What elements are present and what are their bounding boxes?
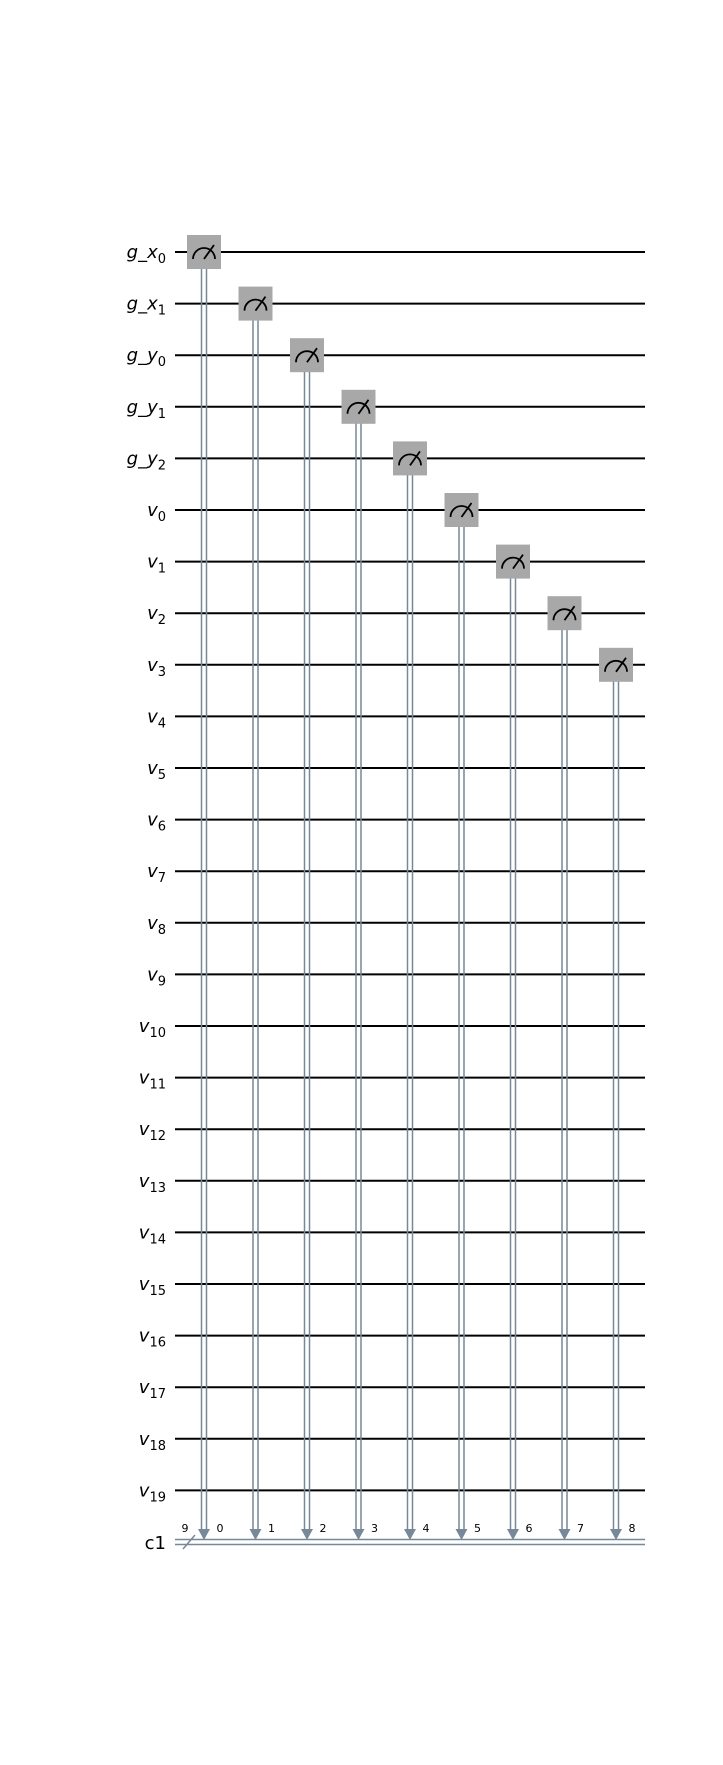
qubit-label [139, 1480, 166, 1505]
qubit-label-base: v [138, 1274, 150, 1295]
qubit-label-base: g_y [126, 345, 158, 367]
measure-gate [187, 235, 221, 269]
qubit-label-sub: 2 [157, 458, 166, 474]
measure-gate [239, 287, 273, 321]
measure-gate [445, 493, 479, 527]
qubit-label-base: v [147, 654, 158, 676]
qubit-label-sub: 5 [157, 768, 166, 783]
qubit-label [139, 1016, 166, 1041]
cbit-index-label: 5 [474, 1522, 481, 1535]
qubit-label-base: v [138, 1016, 150, 1037]
qubit-label-sub: 14 [149, 1232, 166, 1248]
qubit-label [127, 397, 166, 422]
qubit-label-base: g_x [126, 242, 158, 263]
qubit-label-sub: 12 [149, 1129, 166, 1145]
qubit-label [147, 603, 166, 628]
qubit-label-sub: 4 [157, 716, 166, 732]
cbit-index-label: 1 [268, 1522, 275, 1535]
qubit-label-base: g_y [126, 396, 158, 418]
cbit-index-label: 3 [371, 1522, 378, 1535]
qubit-label-base: v [147, 603, 158, 625]
measure-arrow [250, 1529, 262, 1540]
measure-gate [342, 390, 376, 424]
qubit-label [147, 913, 166, 938]
qubit-label-base: v [138, 1377, 150, 1399]
measure-arrow [507, 1529, 519, 1540]
qubit-label-sub: 0 [157, 355, 166, 371]
qubit-label-sub: 1 [157, 561, 166, 577]
qubit-label [139, 1119, 166, 1144]
qubit-label-sub: 8 [157, 922, 166, 938]
classical-register-label: c1 [144, 1533, 166, 1554]
qubit-label-sub: 15 [149, 1284, 166, 1299]
qubit-label [139, 1377, 166, 1402]
qubit-label-base: g_y [126, 448, 158, 470]
qubit-label-base: g_x [126, 293, 158, 315]
qubit-label-base: v [147, 861, 158, 883]
qubit-label-sub: 18 [149, 1438, 166, 1454]
measure-arrow [301, 1529, 313, 1540]
measure-gate [548, 596, 582, 630]
qubit-label [147, 964, 166, 989]
qubit-label-sub: 6 [157, 819, 166, 835]
qubit-label-base: v [147, 706, 158, 728]
cbit-index-label: 2 [319, 1522, 327, 1535]
cbit-index-label: 4 [422, 1522, 430, 1535]
measure-gate [290, 338, 324, 372]
qubit-label-base: v [138, 1119, 150, 1141]
qubit-label-sub: 3 [157, 664, 166, 680]
measure-arrow [404, 1529, 416, 1540]
register-size-label: 9 [181, 1522, 189, 1535]
qubit-label [147, 758, 166, 783]
qubit-label-base: v [138, 1325, 150, 1347]
qubit-label [139, 1171, 166, 1196]
qubit-label [127, 242, 166, 267]
qubit-label [127, 448, 166, 473]
qubit-label [139, 1222, 166, 1247]
qubit-label [147, 810, 166, 835]
qubit-label-sub: 10 [149, 1026, 166, 1041]
qubit-label-base: v [138, 1480, 150, 1502]
qubit-label [139, 1274, 166, 1299]
qubit-label-base: v [147, 500, 158, 521]
qubit-label [127, 294, 166, 319]
qubit-label [147, 706, 166, 731]
qubit-label-sub: 0 [157, 252, 166, 267]
qubit-label [147, 500, 166, 525]
qubit-label-sub: 1 [157, 406, 166, 422]
qubit-label-sub: 2 [157, 613, 166, 629]
measure-arrow [610, 1529, 622, 1540]
register-bundle-slash [183, 1535, 195, 1549]
qubit-label-base: v [138, 1067, 150, 1089]
qubit-label-sub: 19 [149, 1490, 166, 1506]
qubit-label-base: v [147, 809, 158, 831]
cbit-index-label: 8 [628, 1522, 636, 1535]
qubit-label-base: v [147, 912, 158, 934]
qubit-label-sub: 16 [149, 1335, 166, 1351]
measure-arrow [456, 1529, 468, 1540]
qubit-label-base: v [138, 1170, 150, 1192]
qubit-label-sub: 9 [157, 974, 166, 990]
qubit-label-sub: 0 [157, 510, 166, 525]
measure-gate [393, 441, 427, 475]
qubit-label-base: v [138, 1222, 150, 1244]
qubit-label [147, 552, 166, 577]
qubit-label-sub: 11 [149, 1077, 166, 1093]
measure-arrow [198, 1529, 210, 1540]
cbit-index-label: 0 [216, 1522, 224, 1535]
qubit-label [147, 861, 166, 886]
cbit-index-label: 6 [525, 1522, 533, 1535]
qubit-label [139, 1068, 166, 1093]
measure-arrow [559, 1529, 571, 1540]
qubit-label-base: v [138, 1428, 150, 1450]
qubit-label-base: v [147, 964, 158, 986]
qubit-label-sub: 7 [157, 871, 166, 887]
qubit-label-base: v [147, 758, 158, 779]
cbit-index-label: 7 [577, 1522, 584, 1535]
qubit-label [147, 655, 166, 680]
measure-gate [599, 648, 633, 682]
qubit-label [127, 345, 166, 370]
qubit-label-base: v [147, 551, 158, 573]
qubit-label [139, 1326, 166, 1351]
qubit-label [139, 1429, 166, 1454]
measure-arrow [353, 1529, 365, 1540]
measure-gate [496, 545, 530, 579]
qubit-label-sub: 1 [157, 303, 166, 319]
qubit-label-sub: 13 [149, 1180, 166, 1196]
qubit-label-sub: 17 [149, 1387, 166, 1403]
